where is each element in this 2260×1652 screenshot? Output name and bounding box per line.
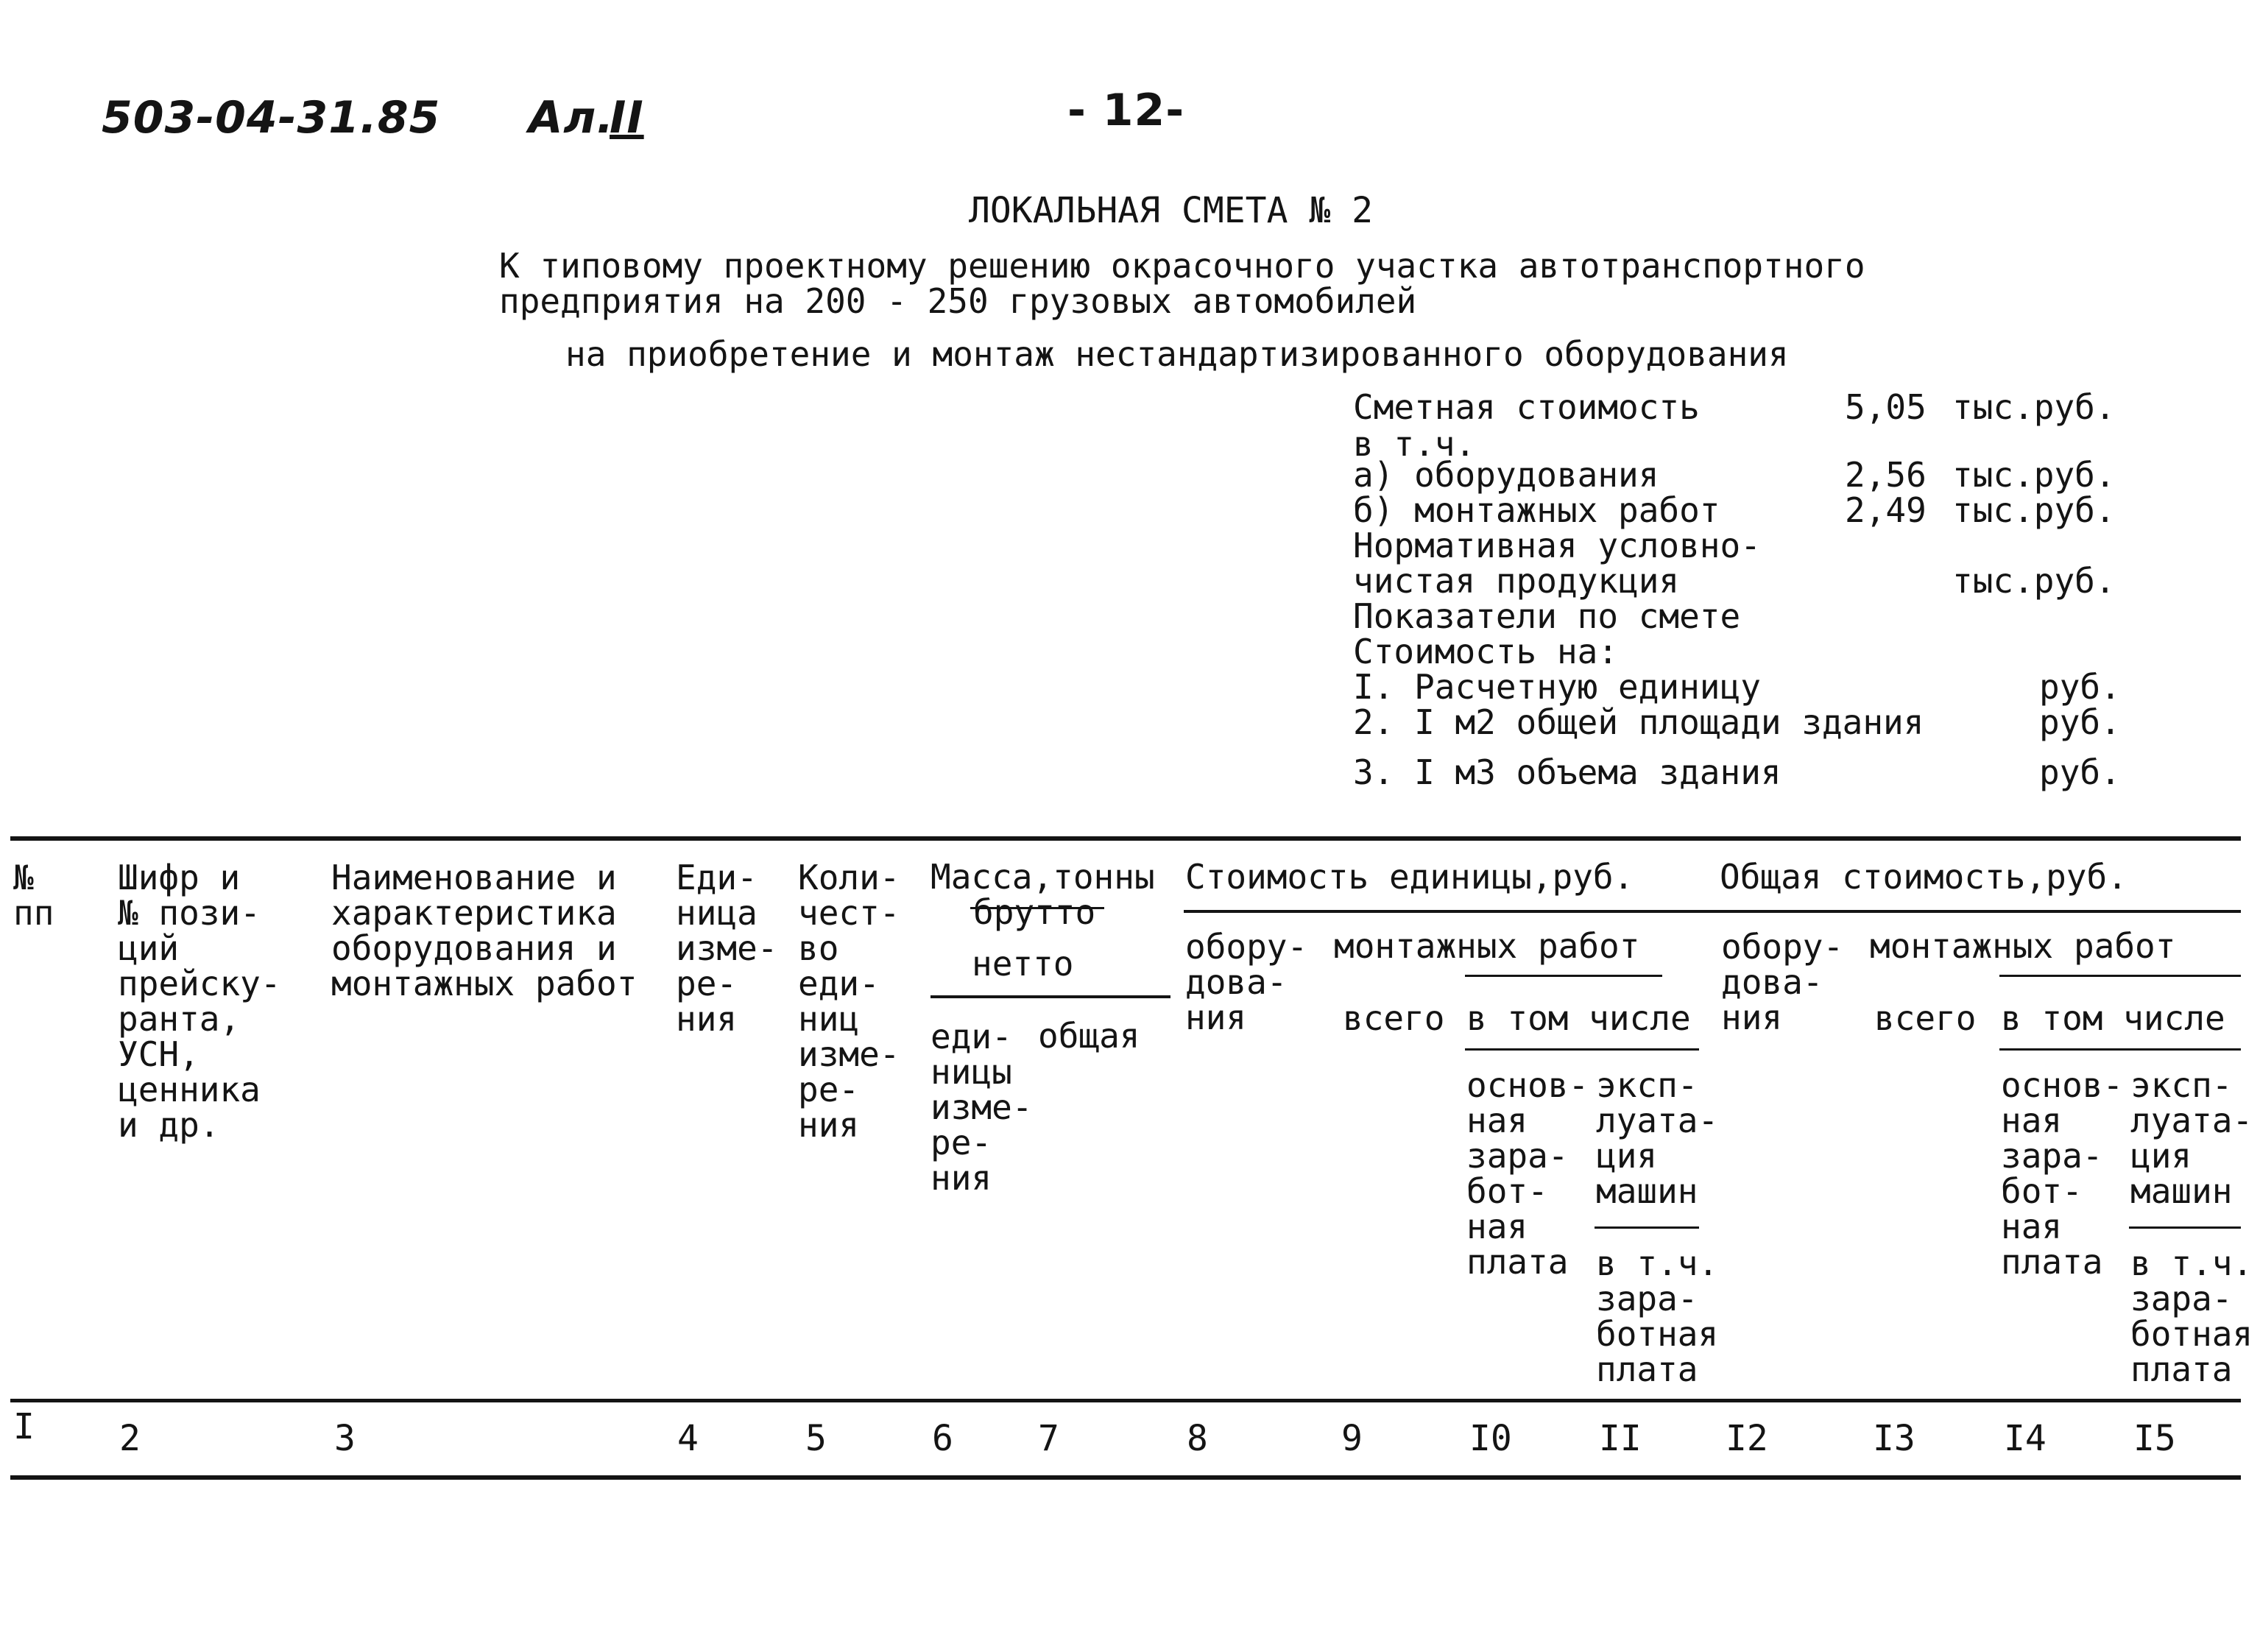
col-quantity-header: Коли- чест- во еди- ниц изме- ре- ния [798, 858, 900, 1145]
incl-rule-unit [1465, 1048, 1699, 1051]
total-mounting-all-header: всего [1874, 998, 1977, 1038]
summary-label: б) монтажных работ [1353, 490, 1720, 530]
document-code: 503-04-31.85 [102, 92, 441, 144]
col-index: I2 [1726, 1418, 1768, 1459]
unit-machines-pay-header: в т.ч. зара- ботная плата [1596, 1243, 1719, 1389]
summary-unit: тыс.руб. [1952, 387, 2116, 427]
unit-mounting-header: монтажных работ [1334, 926, 1640, 966]
col-index: 3 [334, 1418, 356, 1459]
col-mass-total-header: общая [1038, 1016, 1140, 1056]
summary-label: а) оборудования [1353, 455, 1659, 495]
col-index: II [1599, 1418, 1642, 1459]
col-unit-header: Еди- ница изме- ре- ния [676, 858, 778, 1039]
total-machines-header: эксп- луата- ция машин [2130, 1065, 2253, 1211]
summary-value: 5,05 [1845, 387, 1927, 427]
col-index: 2 [119, 1418, 141, 1459]
col-index: 8 [1187, 1418, 1208, 1459]
machines-rule-unit [1595, 1226, 1699, 1229]
total-cost-header: Общая стоимость,руб. [1720, 857, 2127, 897]
summary-label: Показатели по смете [1353, 596, 1741, 636]
col-index: I5 [2133, 1418, 2176, 1459]
mount-rule-total [1999, 975, 2241, 977]
col-name-header: Наименование и характеристика оборудования и монтажных работ [331, 858, 638, 1003]
table-top-rule [10, 836, 2241, 841]
subtitle-line-2: предприятия на 200 - 250 грузовых автомобилей [499, 281, 1417, 321]
col-brutto-label: брутто [973, 892, 1096, 932]
col-netto-label: нетто [972, 944, 1074, 984]
incl-rule-total [1999, 1048, 2241, 1051]
summary-value: 2,49 [1845, 490, 1927, 530]
col-index: I4 [2004, 1418, 2047, 1459]
total-mounting-header: монтажных работ [1870, 926, 2176, 966]
cost-group-rule [1184, 910, 2241, 913]
col-mass-header: Масса,тонны [931, 857, 1155, 897]
summary-label: 2. I м2 общей площади здания [1353, 702, 1924, 742]
col-index: 6 [932, 1418, 953, 1459]
album-label: Ал. [529, 92, 615, 144]
col-index: I [13, 1406, 35, 1447]
numbers-bottom-rule [10, 1475, 2241, 1480]
col-number-header: № пп [13, 858, 54, 933]
unit-mounting-all-header: всего [1343, 998, 1445, 1038]
summary-unit: тыс.руб. [1952, 455, 2116, 495]
mass-subrule [931, 995, 1170, 998]
unit-mounting-incl-header: в том числе [1466, 998, 1691, 1038]
summary-label: Стоимость на: [1353, 632, 1619, 671]
col-index: 9 [1341, 1418, 1363, 1459]
summary-unit: руб. [2039, 702, 2121, 742]
summary-unit: руб. [2039, 667, 2121, 707]
machines-rule-total [2129, 1226, 2241, 1229]
page-number: - 12- [1067, 85, 1185, 136]
summary-label: Сметная стоимость [1353, 387, 1700, 427]
mount-rule-unit [1465, 975, 1662, 977]
summary-unit: тыс.руб. [1952, 490, 2116, 530]
summary-label: Нормативная условно- [1353, 526, 1761, 565]
subtitle-line-3: на приобретение и монтаж нестандартизированного оборудования [565, 334, 1789, 374]
total-mounting-incl-header: в том числе [2001, 998, 2225, 1038]
subtitle-line-1: К типовому проектному решению окрасочного участка автотранспортного [499, 246, 1865, 286]
summary-label: в т.ч. [1353, 424, 1476, 464]
col-index: 5 [805, 1418, 827, 1459]
summary-label: 3. I м3 объема здания [1353, 752, 1781, 792]
col-code-header: Шифр и № пози- ций прейску- ранта, УСН, ценника и др. [118, 858, 281, 1145]
unit-base-pay-header: основ- ная зара- бот- ная плата [1466, 1065, 1589, 1282]
total-machines-pay-header: в т.ч. зара- ботная плата [2130, 1243, 2253, 1389]
document-heading: ЛОКАЛЬНАЯ СМЕТА № 2 [969, 190, 1374, 231]
col-index: 4 [677, 1418, 699, 1459]
total-base-pay-header: основ- ная зара- бот- ная плата [2001, 1065, 2124, 1282]
summary-value: 2,56 [1845, 455, 1927, 495]
summary-label: чистая продукция [1353, 561, 1680, 601]
col-index: 7 [1038, 1418, 1059, 1459]
col-index: I3 [1873, 1418, 1915, 1459]
total-equipment-header: обору- дова- ния [1721, 927, 1844, 1037]
summary-label: I. Расчетную единицу [1353, 667, 1761, 707]
album-number: II [610, 92, 644, 144]
col-mass-unit-header: еди- ницы изме- ре- ния [931, 1017, 1033, 1198]
col-index: I0 [1469, 1418, 1512, 1459]
summary-unit: тыс.руб. [1952, 561, 2116, 601]
unit-machines-header: эксп- луата- ция машин [1596, 1065, 1719, 1211]
unit-cost-header: Стоимость единицы,руб. [1185, 857, 1634, 897]
unit-equipment-header: обору- дова- ния [1185, 927, 1308, 1037]
header-bottom-rule [10, 1399, 2241, 1402]
summary-unit: руб. [2039, 752, 2121, 792]
